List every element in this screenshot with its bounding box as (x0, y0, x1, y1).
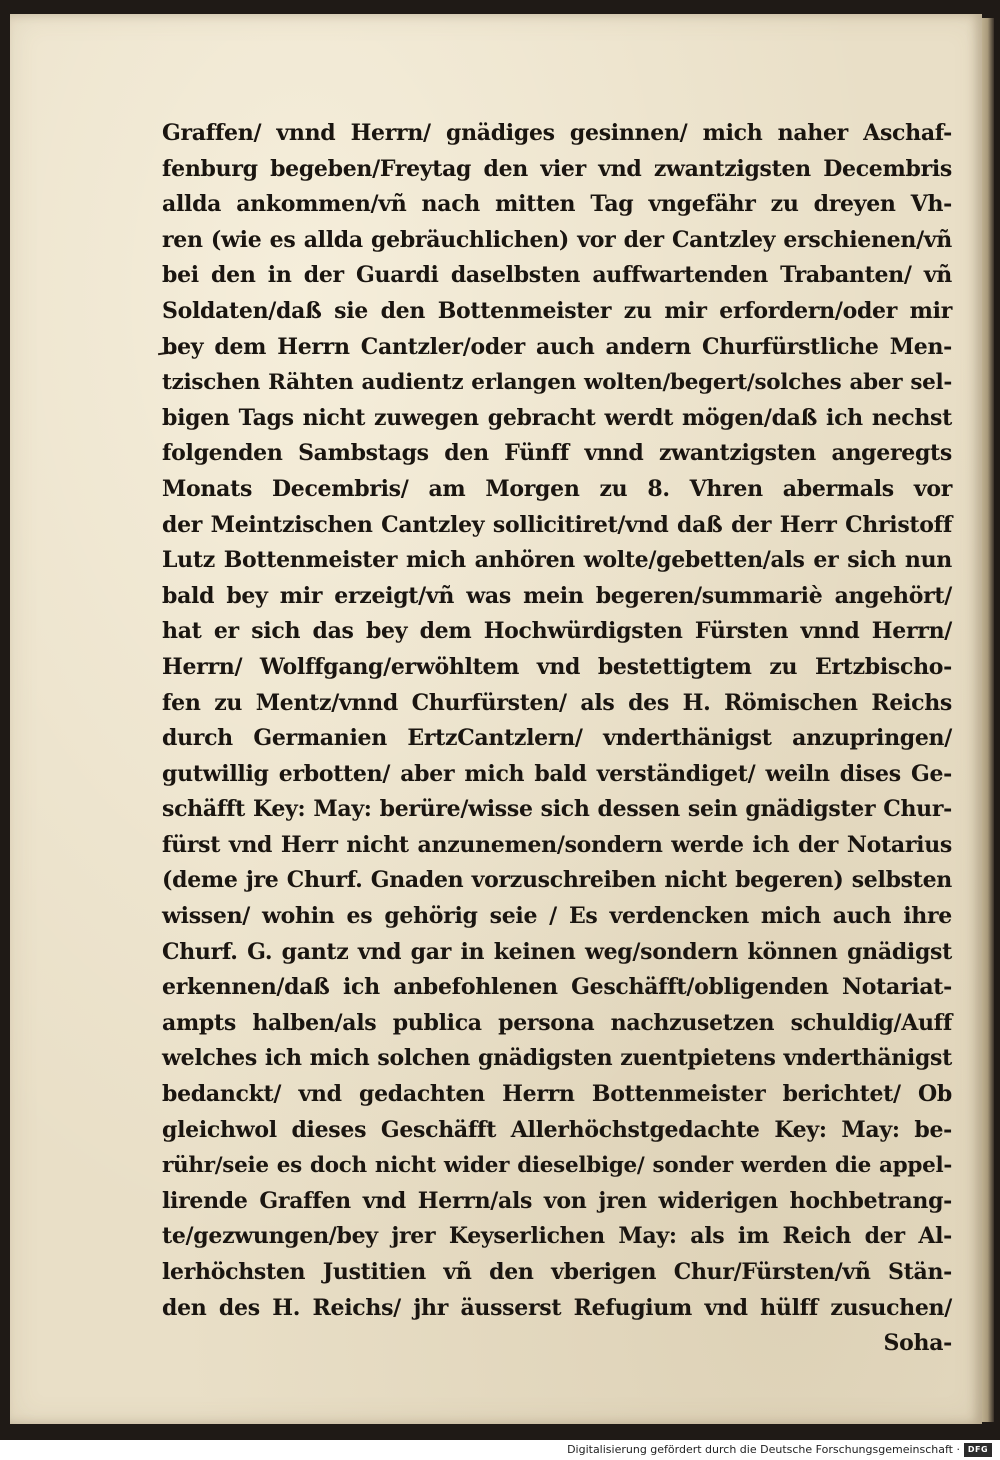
text-line-23: wissen/ wohin es gehörig seie / Es verdencken mich auch ihre (162, 903, 952, 930)
text-line-21: fürst vnd Herr nicht anzunemen/sondern werde ich der Notarius (162, 831, 952, 858)
text-line-28: bedanckt/ vnd gedachten Herrn Bottenmeister berichtet/ Ob (162, 1081, 952, 1108)
body-text (162, 116, 952, 1362)
funding-credit (567, 1442, 960, 1458)
text-line-11: Monats Decembris/ am Morgen zu 8. Vhren abermals vor (162, 475, 952, 502)
text-line-1: Graffen/ vnnd Herrn/ gnädiges gesinnen/ mich naher Aschaf- (162, 120, 952, 146)
text-line-30: rühr/seie es doch nicht wider dieselbige/ sonder werden die appel- (162, 1153, 952, 1179)
text-line-25: erkennen/daß ich anbefohlenen Geschäfft/obligenden Notariat- (162, 974, 952, 1001)
dfg-logo: DFG (964, 1443, 992, 1457)
text-line-6: Soldaten/daß sie den Bottenmeister zu mir erfordern/oder mir (162, 297, 952, 324)
text-line-14: bald bey mir erzeigt/vñ was mein begeren/summariè angehört/ (162, 582, 952, 609)
text-line-19: gutwillig erbotten/ aber mich bald verständiget/ weiln dises Ge- (162, 760, 952, 787)
text-line-31: lirende Graffen vnd Herrn/als von jren widerigen hochbetrang- (162, 1187, 952, 1214)
text-line-7: bey dem Herrn Cantzler/oder auch andern Churfürstliche Men- (162, 333, 952, 360)
text-line-26: ampts halben/als publica persona nachzusetzen schuldig/Auff (162, 1009, 952, 1036)
text-line-24: Churf. G. gantz vnd gar in keinen weg/sondern können gnädigst (162, 938, 952, 965)
text-line-13: Lutz Bottenmeister mich anhören wolte/gebetten/als er sich nun (162, 547, 952, 574)
text-line-18: durch Germanien ErtzCantzlern/ vnderthänigst anzupringen/ (162, 725, 952, 752)
text-line-34: den des H. Reichs/ jhr äusserst Refugium vnd hülff zusuchen/ (162, 1294, 952, 1321)
text-line-33: lerhöchsten Justitien vñ den vberigen Chur/Fürsten/vñ Stän- (162, 1259, 952, 1285)
text-line-16: Herrn/ Wolffgang/erwöhltem vnd bestettigtem zu Ertzbischo- (162, 653, 952, 680)
text-line-22: (deme jre Churf. Gnaden vorzuschreiben nicht begeren) selbsten (162, 867, 952, 894)
text-line-2: fenburg begeben/Freytag den vier vnd zwantzigsten Decembris (162, 155, 952, 182)
text-line-32: te/gezwungen/bey jrer Keyserlichen May: als im Reich der Al- (162, 1223, 952, 1250)
text-line-27: welches ich mich solchen gnädigsten zuentpietens vnderthänigst (162, 1045, 952, 1072)
text-line-5: bei den in der Guardi daselbsten auffwartenden Trabanten/ vñ (162, 262, 952, 289)
text-line-15: hat er sich das bey dem Hochwürdigsten Fürsten vnnd Herrn/ (162, 618, 952, 645)
text-line-29: gleichwol dieses Geschäfft Allerhöchstgedachte Key: May: be- (162, 1116, 952, 1143)
text-line-4: ren (wie es allda gebräuchlichen) vor der Cantzley erschienen/vñ (162, 226, 952, 253)
text-line-3: allda ankommen/vñ nach mitten Tag vngefähr zu dreyen Vh- (162, 191, 952, 218)
text-line-8: tzischen Rähten audientz erlangen wolten/begert/solches aber sel- (162, 370, 952, 396)
text-line-10: folgenden Sambstags den Fünff vnnd zwantzigsten angeregts (162, 440, 952, 467)
text-line-20: schäfft Key: May: berüre/wisse sich dessen sein gnädigster Chur- (162, 796, 952, 823)
funding-credit-text: Digitalisierung gefördert durch die Deutsche Forschungsgemeinschaft (567, 1443, 953, 1456)
text-line-9: bigen Tags nicht zuwegen gebracht werdt mögen/daß ich nechst (162, 404, 952, 431)
text-line-17: fen zu Mentz/vnnd Churfürsten/ als des H. Römischen Reichs (162, 689, 952, 716)
footer-separator: · (956, 1443, 960, 1456)
text-line-12: der Meintzischen Cantzley sollicitiret/vnd daß der Herr Christoff (162, 511, 952, 538)
catchword: Soha- (883, 1330, 952, 1357)
